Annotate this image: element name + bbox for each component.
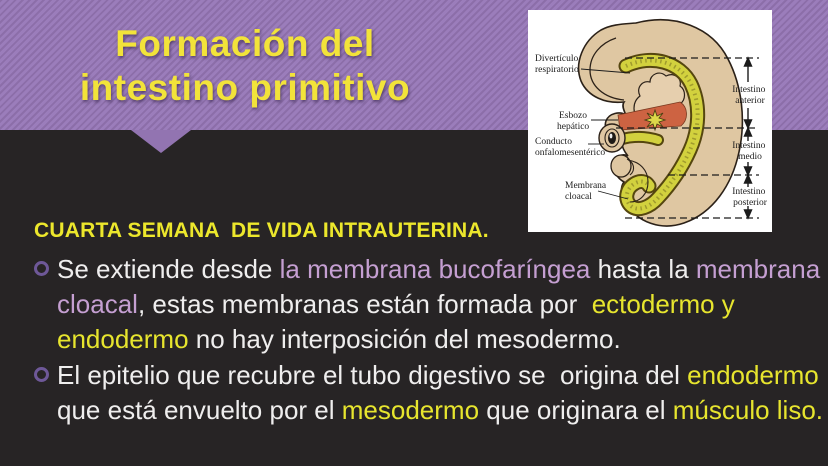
bullet-item-1 xyxy=(34,252,821,357)
page-title-line2: intestino primitivo xyxy=(79,66,411,108)
banner-notch xyxy=(131,130,191,153)
bullet-1-line-1: Se extiende desde la membrana bucofaríngea hasta la membrana xyxy=(57,254,821,284)
page-title-line1: Formación del xyxy=(115,23,375,64)
page-title xyxy=(30,22,460,109)
embryo-diagram xyxy=(528,10,772,232)
bullet-2-line-2: que está envuelto por el mesodermo que originara el músculo liso. xyxy=(57,395,824,425)
label-conducto-onfalomesenterico: Conducto onfalomesentérico xyxy=(535,137,606,158)
embryo-diagram-svg xyxy=(528,10,772,232)
label-intestino-posterior: Intestino posterior xyxy=(732,187,767,208)
circle-bullet-icon xyxy=(34,367,49,382)
section-heading: CUARTA SEMANA DE VIDA INTRAUTERINA. xyxy=(34,219,489,242)
label-diverticulo-respiratorio: Divertículo respiratorio xyxy=(535,54,579,75)
label-intestino-anterior: Intestino anterior xyxy=(732,85,766,106)
bullet-1-line-3: endodermo no hay interposición del mesodermo. xyxy=(57,324,621,354)
label-esbozo-hepatico: Esbozo hepático xyxy=(557,111,590,132)
bullet-item-2 xyxy=(34,358,824,428)
bullet-2-line-1: El epitelio que recubre el tubo digestivo se origina del endodermo xyxy=(57,360,819,390)
circle-bullet-icon xyxy=(34,261,49,276)
label-membrana-cloacal: Membrana cloacal xyxy=(565,181,607,202)
slide-body xyxy=(34,219,824,429)
bullet-1-line-2: cloacal, estas membranas están formada por ectodermo y xyxy=(57,289,735,319)
liver-starburst xyxy=(645,110,665,130)
label-intestino-medio: Intestino medio xyxy=(732,141,766,162)
